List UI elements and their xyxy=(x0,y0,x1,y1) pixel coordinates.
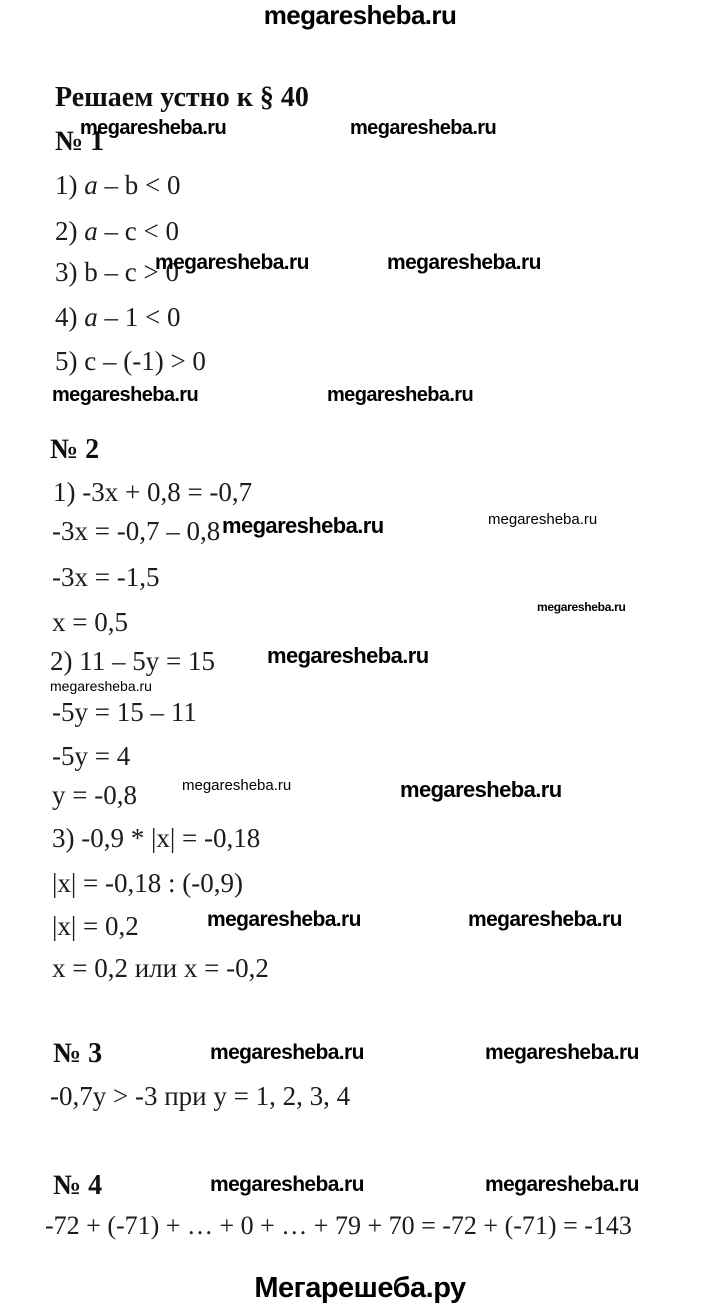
site-watermark: megaresheba.ru xyxy=(537,600,626,614)
problem-3-number: № 3 xyxy=(53,1038,103,1069)
site-watermark: megaresheba.ru xyxy=(485,1041,639,1064)
site-watermark: megaresheba.ru xyxy=(387,251,541,274)
site-watermark: megaresheba.ru xyxy=(80,117,227,139)
math-line: 3) b – c > 0 xyxy=(55,257,179,287)
site-watermark: megaresheba.ru xyxy=(327,384,474,406)
math-line: -72 + (-71) + … + 0 + … + 79 + 70 = -72 + (-71) = -143 xyxy=(45,1211,632,1240)
math-line: 1) a – b < 0 xyxy=(55,170,181,200)
math-line: 1) -3x + 0,8 = -0,7 xyxy=(53,477,253,507)
math-line: 4) a – 1 < 0 xyxy=(55,302,181,332)
problem-1-number: № 1 xyxy=(55,126,105,157)
footer-wordmark: Мегарешеба.ру xyxy=(254,1272,466,1304)
math-line: -3x = -0,7 – 0,8 xyxy=(52,516,221,546)
math-line: -0,7y > -3 при y = 1, 2, 3, 4 xyxy=(50,1081,351,1111)
math-line: -5y = 15 – 11 xyxy=(52,697,197,727)
math-line: y = -0,8 xyxy=(52,780,137,810)
site-watermark: megaresheba.ru xyxy=(468,908,622,931)
math-line: |x| = -0,18 : (-0,9) xyxy=(52,868,244,898)
site-watermark: megaresheba.ru xyxy=(210,1041,364,1064)
math-line: x = 0,2 или x = -0,2 xyxy=(52,953,269,983)
math-line: 3) -0,9 * |x| = -0,18 xyxy=(52,823,261,853)
site-watermark: megaresheba.ru xyxy=(267,643,429,668)
site-watermark: megaresheba.ru xyxy=(350,117,497,139)
math-line: 2) a – c < 0 xyxy=(55,216,179,246)
math-line: 2) 11 – 5y = 15 xyxy=(50,646,215,676)
site-watermark: megaresheba.ru xyxy=(485,1173,639,1196)
site-watermark: megaresheba.ru xyxy=(182,777,292,794)
problem-2-number: № 2 xyxy=(50,434,100,465)
site-watermark: megaresheba.ru xyxy=(50,678,152,694)
site-watermark: megaresheba.ru xyxy=(207,908,361,931)
math-line: x = 0,5 xyxy=(52,607,128,637)
math-line: |x| = 0,2 xyxy=(52,911,139,941)
site-watermark: megaresheba.ru xyxy=(155,251,309,274)
site-watermark: megaresheba.ru xyxy=(222,513,384,538)
math-line: 5) c – (-1) > 0 xyxy=(55,346,206,376)
site-watermark: megaresheba.ru xyxy=(400,777,562,802)
problem-4-number: № 4 xyxy=(53,1170,103,1201)
site-watermark: megaresheba.ru xyxy=(488,511,598,528)
site-watermark: megaresheba.ru xyxy=(52,384,199,406)
math-line: -5y = 4 xyxy=(52,741,131,771)
math-line: -3x = -1,5 xyxy=(52,562,160,592)
site-watermark: megaresheba.ru xyxy=(263,0,457,30)
page-heading: Решаем устно к § 40 xyxy=(55,82,309,113)
site-watermark: megaresheba.ru xyxy=(210,1173,364,1196)
